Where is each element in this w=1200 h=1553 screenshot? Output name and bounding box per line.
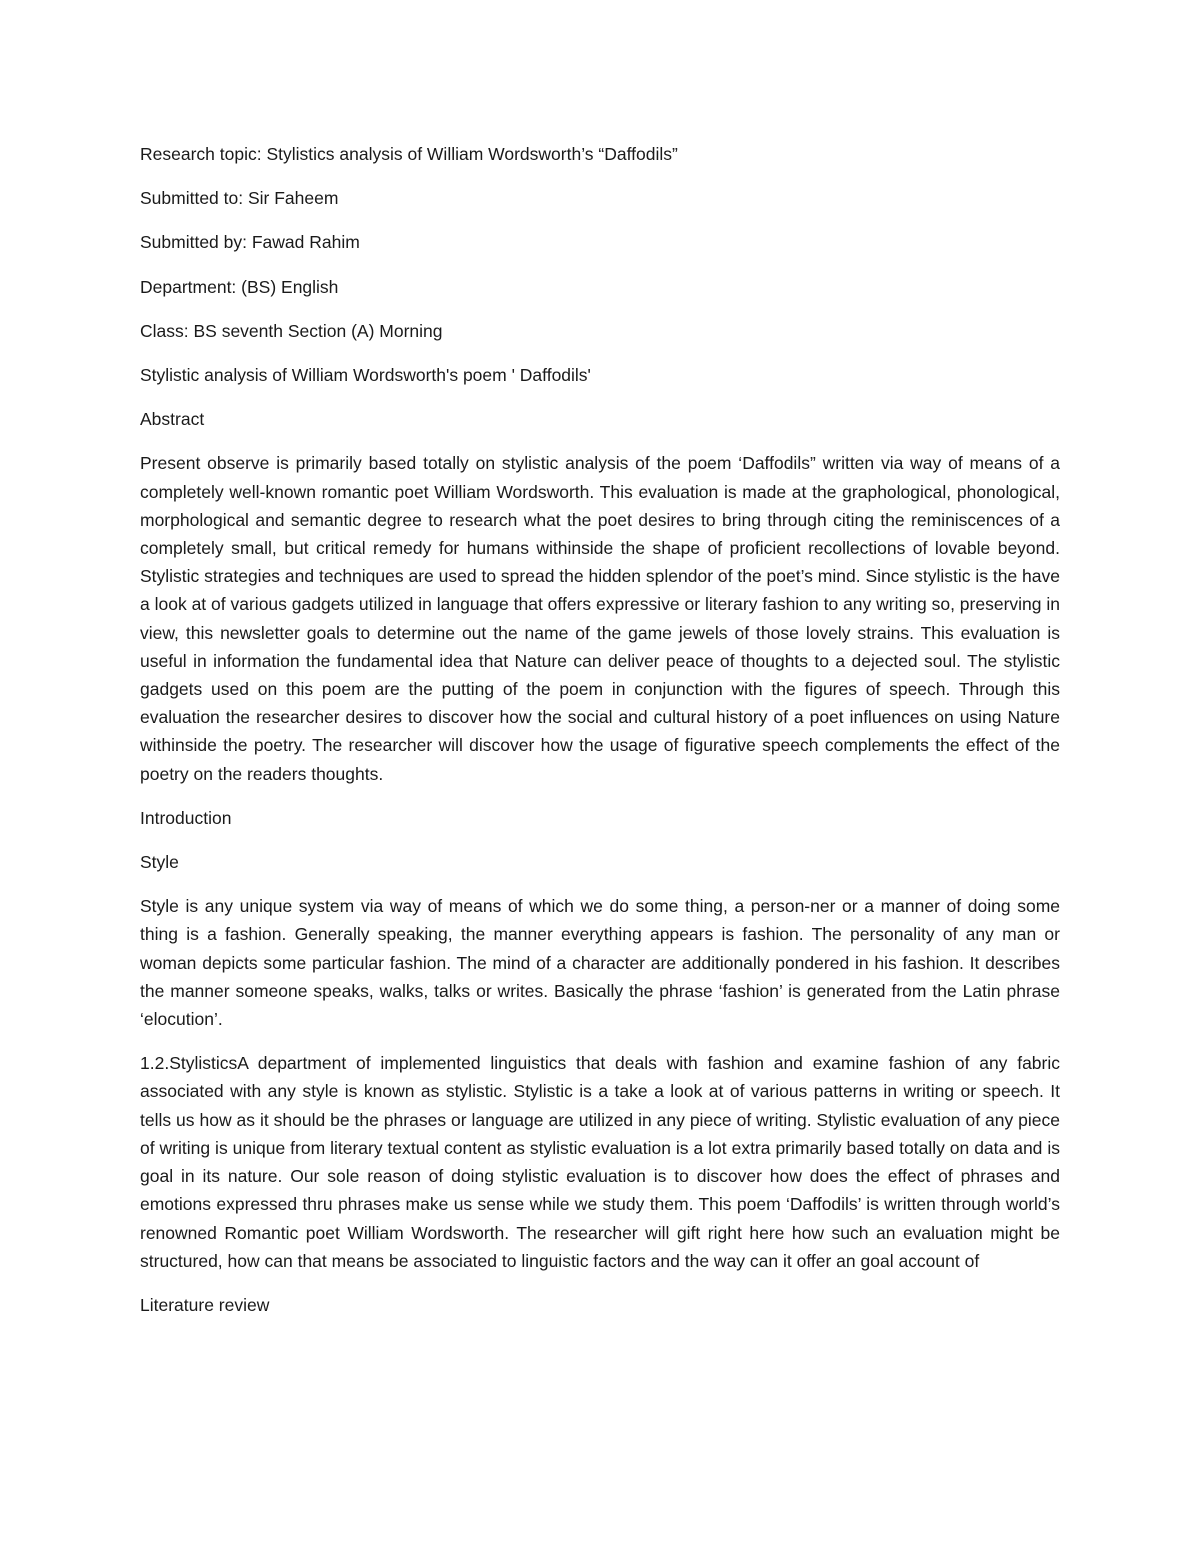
research-topic: Research topic: Stylistics analysis of William Wordsworth’s “Daffodils” [140,144,678,164]
submitted-by: Submitted by: Fawad Rahim [140,232,360,253]
introduction-heading: Introduction [140,807,232,828]
department: Department: (BS) English [140,276,339,297]
document-title: Stylistic analysis of William Wordsworth's poem ' Daffodils' [140,365,591,386]
abstract-heading: Abstract [140,409,205,430]
literature-review-heading: Literature review [140,1294,270,1315]
document-body [140,140,1060,1335]
abstract-paragraph: Present observe is primarily based totally on stylistic analysis of the poem ‘Daffodils” written via way of means of a completely well-known romantic poet William Wordsworth. This evaluation is made at the graphological, phonological, morphological and semantic degree to research what the poet desires to bring through citing the reminiscences of a completely small, but critical remedy for humans withinside the shape of proficient recollections of lovable beyond. Stylistic strategies and techniques are used to spread the hidden splendor of the poet’s mind. Since stylistic is the have a look at of various gadgets utilized in language that offers expressive or literary fashion to any writing so, preserving in view, this newsletter goals to determine out the name of the game jewels of those lovely strains. This evaluation is useful in information the fundamental idea that Nature can deliver peace of thoughts to a dejected soul. The stylistic gadgets used on this poem are the putting of the poem in conjunction with the figures of speech. Through this evaluation the researcher desires to discover how the social and cultural history of a poet influences on using Nature withinside the poetry. The researcher will discover how the usage of figurative speech complements the effect of the poetry on the readers thoughts. [140,453,1060,784]
style-heading: Style [140,852,179,873]
style-paragraph: Style is any unique system via way of means of which we do some thing, a person-ner or a manner of doing some thing is a fashion. Generally speaking, the manner everything appears is fashion. The personality of any man or woman depicts some particular fashion. The mind of a character are additionally pondered in his fashion. It describes the manner someone speaks, walks, talks or writes. Basically the phrase ‘fashion’ is generated from the Latin phrase ‘elocution’. [140,896,1060,1030]
stylistics-paragraph: 1.2.StylisticsA department of implemented linguistics that deals with fashion and examine fashion of any fabric associated with any style is known as stylistic. Stylistic is a take a look at of various patterns in writing or speech. It tells us how as it should be the phrases or language are utilized in any piece of writing. Stylistic evaluation of any piece of writing is unique from literary textual content as stylistic evaluation is a lot extra primarily based totally on data and is goal in its nature. Our sole reason of doing stylistic evaluation is to discover how does the effect of phrases and emotions expressed thru phrases make us sense while we study them. This poem ‘Daffodils’ is written through world’s renowned Romantic poet William Wordsworth. The researcher will gift right here how such an evaluation might be structured, how can that means be associated to linguistic factors and the way can it offer an goal account of [140,1053,1060,1271]
submitted-to: Submitted to: Sir Faheem [140,188,339,209]
class-info: Class: BS seventh Section (A) Morning [140,320,443,341]
